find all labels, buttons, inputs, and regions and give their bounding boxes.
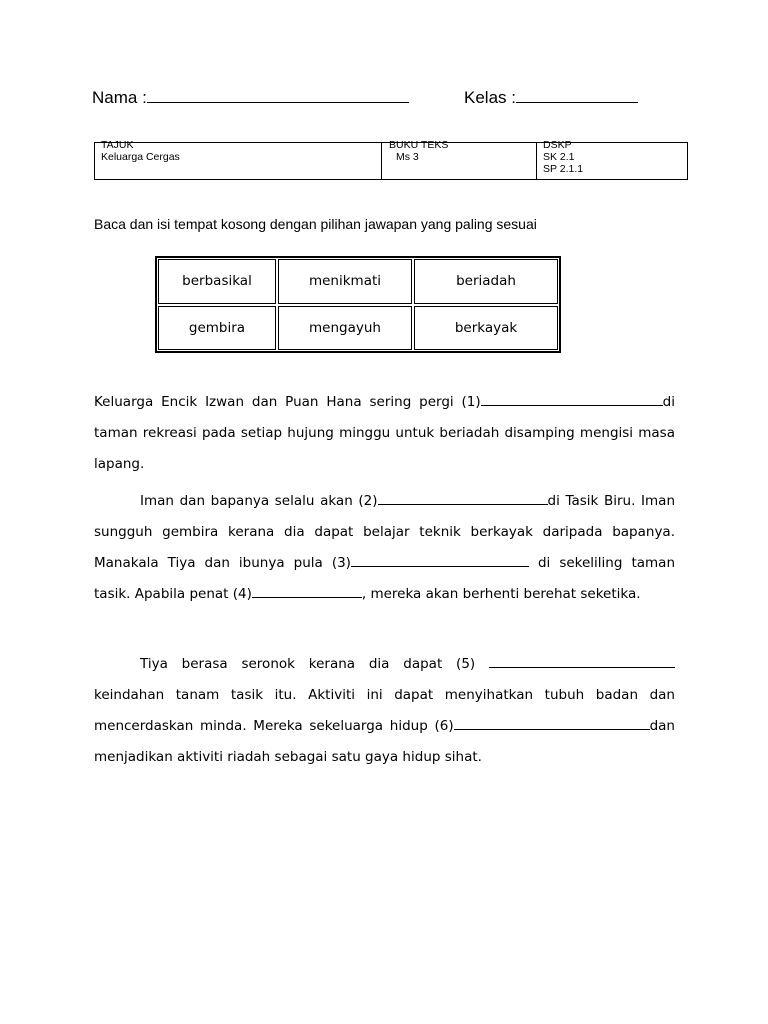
p2-text-a: Iman dan bapanya selalu akan (2) <box>140 493 378 509</box>
blank-6[interactable] <box>454 715 650 730</box>
blank-2[interactable] <box>378 490 548 505</box>
word-option: menikmati <box>278 259 412 304</box>
dskp-cell <box>537 139 687 179</box>
p1-text-b: di taman rekreasi pada setiap hujung minggu untuk beriadah disamping mengisi masa lapang. <box>94 394 675 472</box>
buku-value: Ms 3 <box>396 151 419 163</box>
tajuk-label: TAJUK <box>101 139 134 151</box>
name-row <box>92 88 409 108</box>
dskp-label: DSKP <box>543 139 572 151</box>
word-option: mengayuh <box>278 306 412 351</box>
dskp-sk: SK 2.1 <box>543 151 575 163</box>
word-bank <box>155 256 561 353</box>
p3-text-c: dan menjadikan aktiviti riadah sebagai satu gaya hidup sihat. <box>94 718 675 765</box>
p2-text-b: di Tasik Biru. Iman sungguh gembira kerana dia dapat belajar teknik berkayak daripada bapanya. Manakala Tiya dan ibunya pula (3) <box>94 493 675 571</box>
word-option: gembira <box>158 306 276 351</box>
paragraph-1 <box>94 387 675 480</box>
class-field[interactable] <box>516 88 638 103</box>
blank-4[interactable] <box>252 583 362 598</box>
class-row <box>464 88 638 108</box>
p2-text-d: , mereka akan berhenti berehat seketika. <box>361 586 641 602</box>
paragraph-3 <box>94 649 675 773</box>
instruction: Baca dan isi tempat kosong dengan pilihan jawapan yang paling sesuai <box>94 216 537 232</box>
p3-text-b: keindahan tanam tasik itu. Aktiviti ini dapat menyihatkan tubuh badan dan mencerdaskan minda. Mereka sekeluarga hidup (6) <box>94 687 675 734</box>
tajuk-value: Keluarga Cergas <box>101 151 180 163</box>
blank-3[interactable] <box>351 552 529 567</box>
info-table <box>94 139 688 180</box>
dskp-sp: SP 2.1.1 <box>543 163 584 175</box>
p3-text-a: Tiya berasa seronok kerana dia dapat (5) <box>140 656 476 672</box>
class-label: Kelas : <box>464 88 516 107</box>
p2-text-c: di sekeliling taman tasik. Apabila penat (4) <box>94 555 675 602</box>
blank-5[interactable] <box>489 653 675 668</box>
buku-label: BUKU TEKS <box>389 139 449 151</box>
tajuk-cell <box>95 139 382 179</box>
blank-1[interactable] <box>481 391 663 406</box>
word-option: berbasikal <box>158 259 276 304</box>
word-option: beriadah <box>414 259 558 304</box>
name-field[interactable] <box>147 88 409 103</box>
name-label: Nama : <box>92 88 147 107</box>
buku-cell <box>382 139 537 179</box>
paragraph-2 <box>94 486 675 610</box>
word-option: berkayak <box>414 306 558 351</box>
p1-text-a: Keluarga Encik Izwan dan Puan Hana sering pergi (1) <box>94 394 481 410</box>
